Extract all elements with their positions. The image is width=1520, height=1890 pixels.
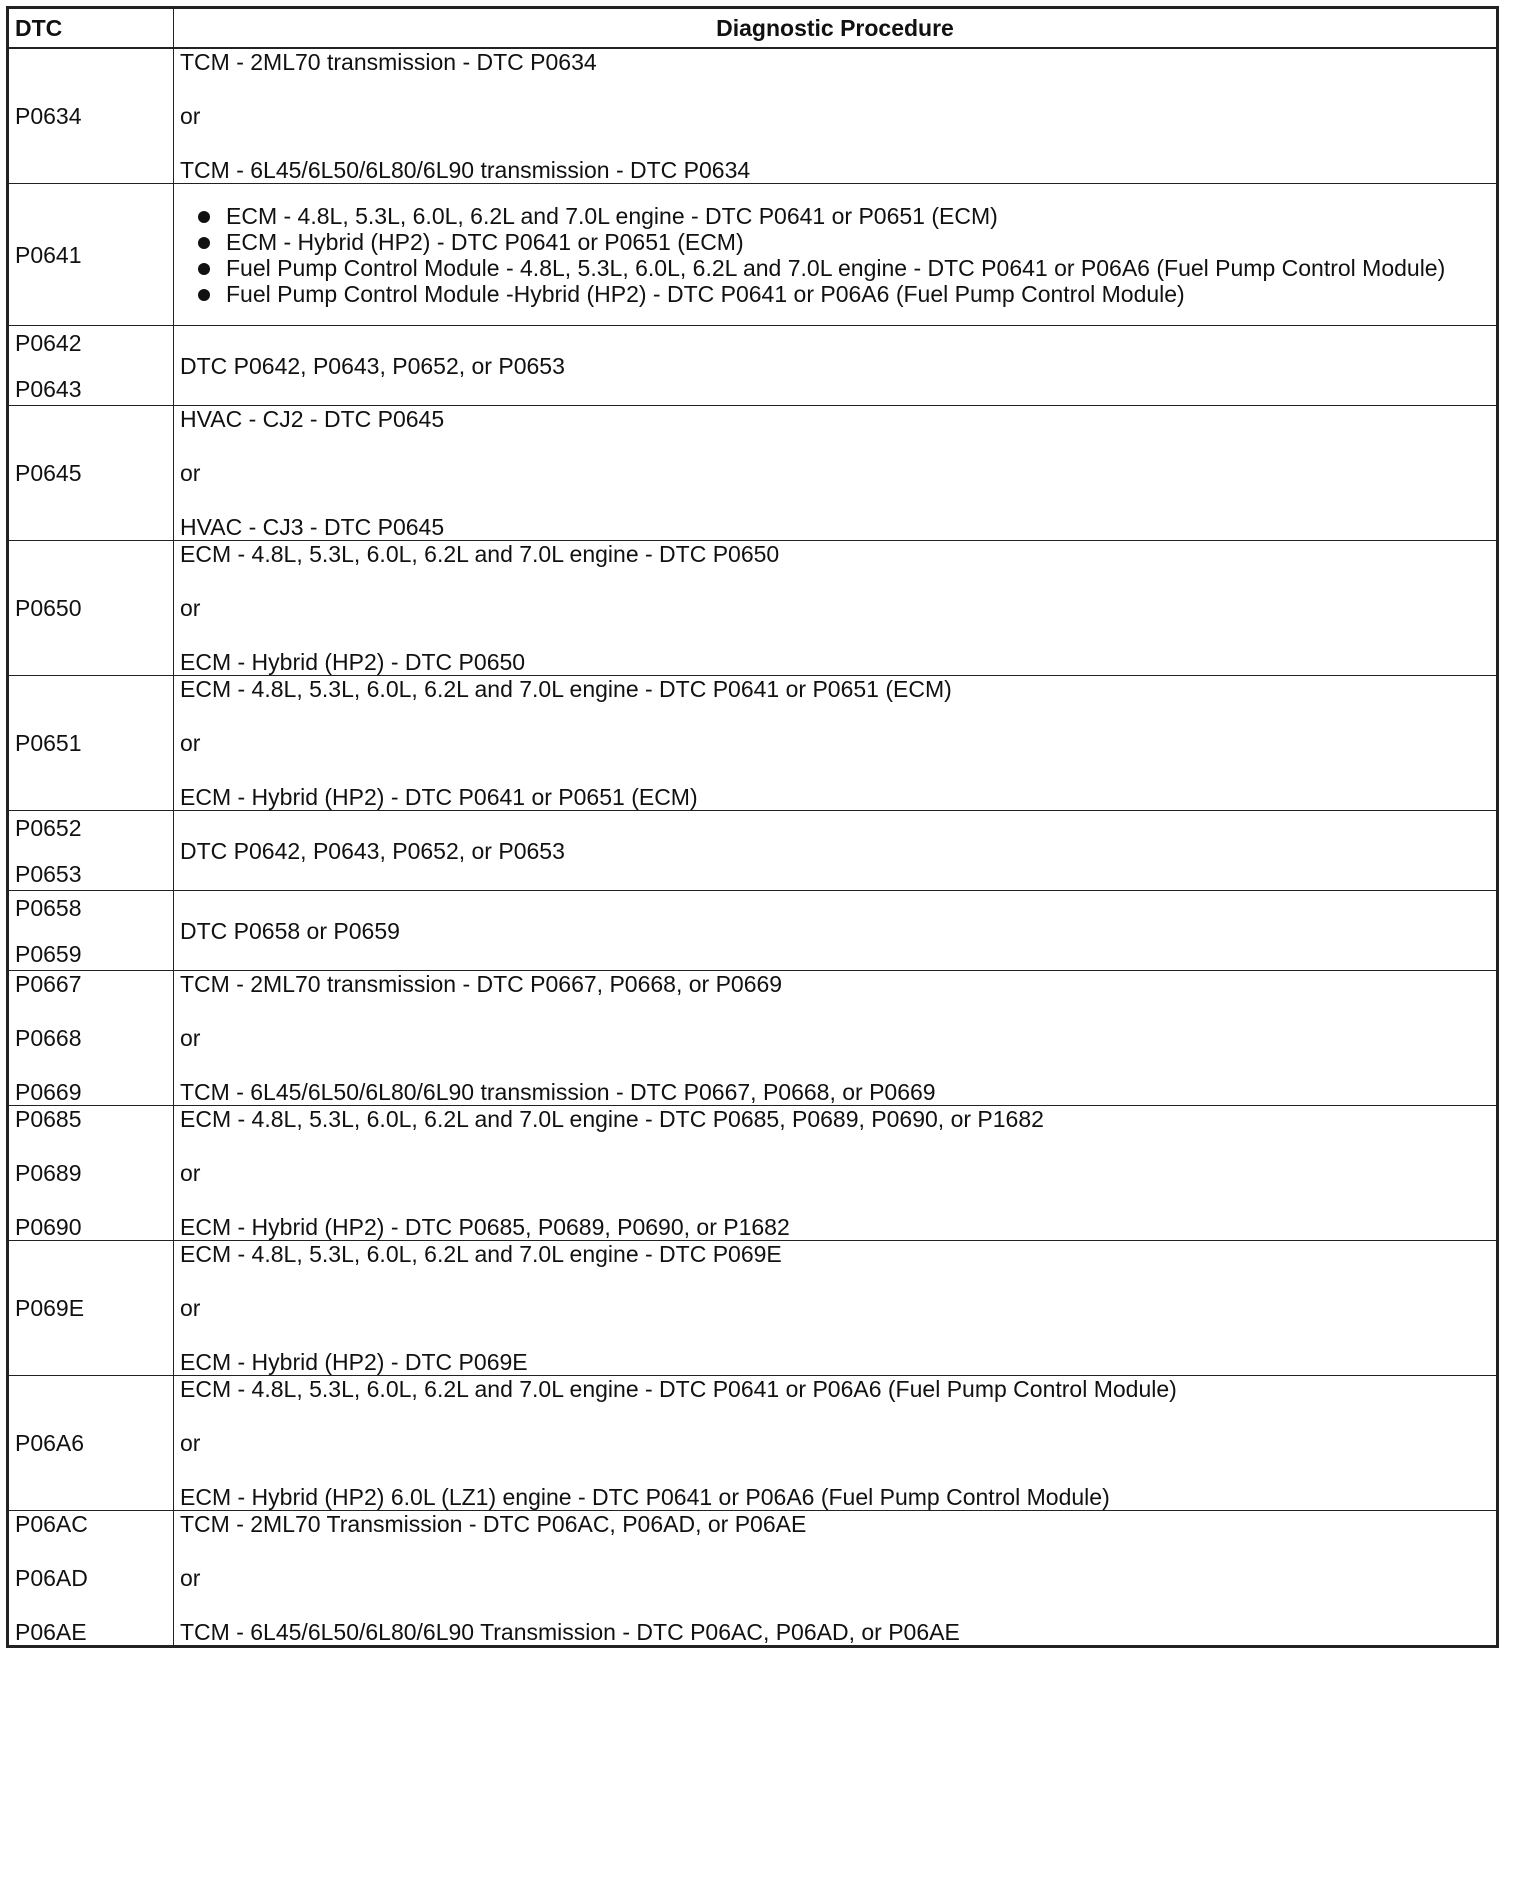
table-row [8,971,1498,1106]
dtc-cell [8,676,174,811]
procedure-bullet-item: Fuel Pump Control Module -Hybrid (HP2) - DTC P0641 or P06A6 (Fuel Pump Control Module) [226,281,1490,307]
procedure-line: ECM - 4.8L, 5.3L, 6.0L, 6.2L and 7.0L engine - DTC P0641 or P0651 (ECM) [180,676,952,702]
dtc-code: P0650 [15,595,82,621]
procedure-line: ECM - 4.8L, 5.3L, 6.0L, 6.2L and 7.0L engine - DTC P069E [180,1241,782,1267]
table-row [8,1241,1498,1376]
procedure-or-separator: or [180,730,201,756]
dtc-code: P06A6 [15,1430,85,1456]
dtc-cell [8,891,174,971]
procedure-line: HVAC - CJ3 - DTC P0645 [180,514,445,540]
procedure-or-separator: or [180,1025,201,1051]
dtc-code: P0690 [15,1214,82,1240]
table-row [8,891,1498,971]
dtc-cell [8,184,174,326]
procedure-cell [174,891,1498,971]
procedure-cell [174,406,1498,541]
dtc-code: P0651 [15,730,82,756]
table-row [8,184,1498,326]
table-header-row [8,8,1498,49]
dtc-cell [8,1106,174,1241]
procedure-or-separator: or [180,460,201,486]
procedure-line: TCM - 6L45/6L50/6L80/6L90 transmission - DTC P0667, P0668, or P0669 [180,1079,936,1105]
procedure-cell [174,184,1498,326]
procedure-cell [174,1106,1498,1241]
table-row [8,1376,1498,1511]
procedure-line: ECM - 4.8L, 5.3L, 6.0L, 6.2L and 7.0L engine - DTC P0641 or P06A6 (Fuel Pump Control Module) [180,1376,1177,1402]
procedure-or-separator: or [180,1295,201,1321]
table-row [8,541,1498,676]
dtc-code: P0653 [15,860,82,887]
procedure-cell [174,676,1498,811]
procedure-line: DTC P0658 or P0659 [180,917,400,944]
procedure-line: HVAC - CJ2 - DTC P0645 [180,406,445,432]
procedure-bullet-list [180,203,1490,307]
dtc-column-header: DTC [8,8,174,49]
dtc-cell [8,1241,174,1376]
procedure-cell [174,1511,1498,1647]
procedure-cell [174,971,1498,1106]
procedure-bullet-item: ECM - 4.8L, 5.3L, 6.0L, 6.2L and 7.0L engine - DTC P0641 or P0651 (ECM) [226,203,1490,229]
procedure-line: ECM - 4.8L, 5.3L, 6.0L, 6.2L and 7.0L engine - DTC P0650 [180,541,780,567]
procedure-cell [174,541,1498,676]
dtc-cell [8,48,174,184]
dtc-code: P0668 [15,1025,82,1051]
dtc-cell [8,971,174,1106]
dtc-code: P0658 [15,894,82,921]
procedure-line: TCM - 2ML70 transmission - DTC P0634 [180,49,597,75]
procedure-or-separator: or [180,103,201,129]
procedure-or-separator: or [180,595,201,621]
procedure-bullet-item: Fuel Pump Control Module - 4.8L, 5.3L, 6.0L, 6.2L and 7.0L engine - DTC P0641 or P06A6 (Fuel Pump Control Module) [226,255,1490,281]
procedure-cell [174,811,1498,891]
procedure-cell [174,326,1498,406]
procedure-line: ECM - Hybrid (HP2) - DTC P0650 [180,649,526,675]
dtc-cell [8,811,174,891]
procedure-line: ECM - Hybrid (HP2) - DTC P0685, P0689, P0690, or P1682 [180,1214,790,1240]
procedure-or-separator: or [180,1430,201,1456]
dtc-cell [8,541,174,676]
dtc-code: P0645 [15,460,82,486]
procedure-or-separator: or [180,1565,201,1591]
dtc-cell [8,406,174,541]
dtc-code: P0641 [15,241,82,268]
dtc-code: P0642 [15,329,82,356]
dtc-code: P0659 [15,940,82,967]
procedure-line: TCM - 6L45/6L50/6L80/6L90 Transmission - DTC P06AC, P06AD, or P06AE [180,1619,960,1645]
dtc-code: P0667 [15,971,82,997]
procedure-column-header: Diagnostic Procedure [174,8,1498,49]
procedure-cell [174,48,1498,184]
procedure-line: ECM - 4.8L, 5.3L, 6.0L, 6.2L and 7.0L engine - DTC P0685, P0689, P0690, or P1682 [180,1106,1044,1132]
procedure-line: DTC P0642, P0643, P0652, or P0653 [180,352,565,379]
dtc-code: P0643 [15,375,82,402]
procedure-line: ECM - Hybrid (HP2) 6.0L (LZ1) engine - DTC P0641 or P06A6 (Fuel Pump Control Module) [180,1484,1110,1510]
dtc-code: P069E [15,1295,85,1321]
dtc-code: P0652 [15,814,82,841]
table-row [8,1511,1498,1647]
dtc-code: P06AE [15,1619,87,1645]
procedure-or-separator: or [180,1160,201,1186]
dtc-cell [8,326,174,406]
dtc-code: P0634 [15,103,82,129]
table-row [8,48,1498,184]
dtc-diagnostic-table [6,6,1499,1648]
procedure-line: TCM - 6L45/6L50/6L80/6L90 transmission - DTC P0634 [180,157,751,183]
procedure-bullet-item: ECM - Hybrid (HP2) - DTC P0641 or P0651 (ECM) [226,229,1490,255]
table-body [8,48,1498,1647]
procedure-cell [174,1376,1498,1511]
dtc-code: P06AD [15,1565,88,1591]
dtc-cell [8,1376,174,1511]
procedure-line: TCM - 2ML70 transmission - DTC P0667, P0668, or P0669 [180,971,783,997]
table-row [8,811,1498,891]
procedure-line: DTC P0642, P0643, P0652, or P0653 [180,837,565,864]
dtc-code: P0689 [15,1160,82,1186]
procedure-line: TCM - 2ML70 Transmission - DTC P06AC, P06AD, or P06AE [180,1511,807,1537]
table-row [8,676,1498,811]
procedure-cell [174,1241,1498,1376]
table-row [8,1106,1498,1241]
dtc-code: P0685 [15,1106,82,1132]
dtc-cell [8,1511,174,1647]
dtc-code: P06AC [15,1511,88,1537]
table-row [8,406,1498,541]
dtc-code: P0669 [15,1079,82,1105]
procedure-line: ECM - Hybrid (HP2) - DTC P0641 or P0651 (ECM) [180,784,698,810]
table-row [8,326,1498,406]
procedure-line: ECM - Hybrid (HP2) - DTC P069E [180,1349,528,1375]
